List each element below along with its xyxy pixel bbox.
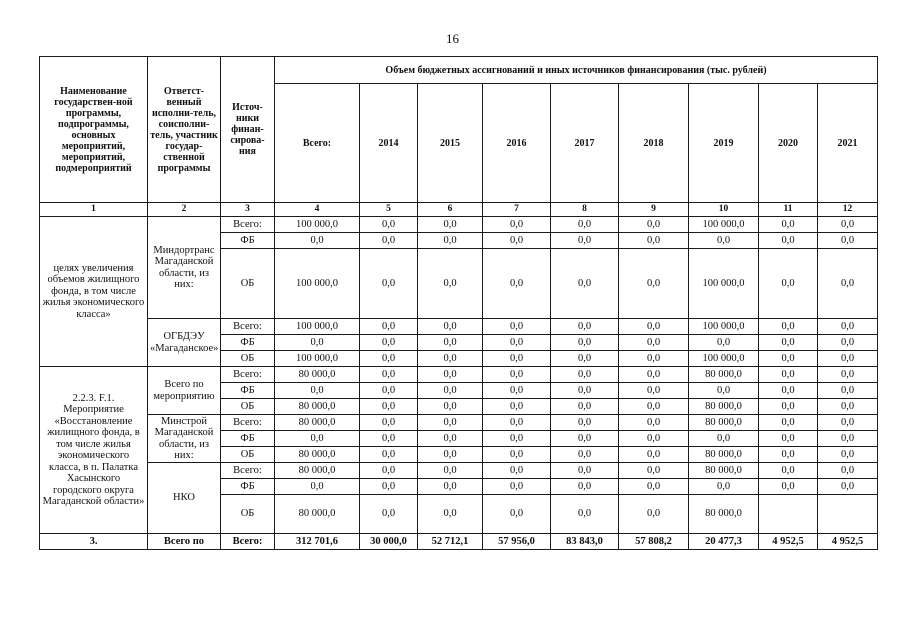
value-cell: 80 000,0 bbox=[275, 399, 360, 415]
responsible-cell: ОГБДЭУ «Магаданское» bbox=[148, 319, 221, 367]
responsible-cell: Миндортранс Магаданской области, из них: bbox=[148, 217, 221, 319]
value-cell bbox=[818, 495, 878, 534]
value-cell: 0,0 bbox=[483, 217, 551, 233]
source-cell: ФБ bbox=[221, 431, 275, 447]
value-cell: 0,0 bbox=[759, 447, 818, 463]
value-cell: 0,0 bbox=[551, 351, 619, 367]
value-cell: 0,0 bbox=[418, 399, 483, 415]
value-cell: 100 000,0 bbox=[275, 217, 360, 233]
value-cell: 80 000,0 bbox=[275, 367, 360, 383]
value-cell: 100 000,0 bbox=[689, 217, 759, 233]
value-cell: 0,0 bbox=[360, 233, 418, 249]
value-cell: 0,0 bbox=[360, 351, 418, 367]
value-cell: 0,0 bbox=[818, 233, 878, 249]
summary-value: 57 808,2 bbox=[619, 534, 689, 550]
value-cell: 80 000,0 bbox=[689, 495, 759, 534]
value-cell: 0,0 bbox=[689, 335, 759, 351]
column-number: 11 bbox=[759, 203, 818, 217]
table-row bbox=[40, 319, 878, 335]
value-cell: 0,0 bbox=[483, 249, 551, 319]
header-year: 2021 bbox=[818, 84, 878, 203]
value-cell: 0,0 bbox=[483, 383, 551, 399]
value-cell: 0,0 bbox=[759, 335, 818, 351]
value-cell: 0,0 bbox=[275, 479, 360, 495]
value-cell: 0,0 bbox=[619, 495, 689, 534]
value-cell: 0,0 bbox=[418, 495, 483, 534]
value-cell: 0,0 bbox=[360, 447, 418, 463]
column-number: 5 bbox=[360, 203, 418, 217]
value-cell: 0,0 bbox=[551, 217, 619, 233]
value-cell: 0,0 bbox=[619, 415, 689, 431]
column-number: 7 bbox=[483, 203, 551, 217]
value-cell: 0,0 bbox=[689, 383, 759, 399]
column-number: 8 bbox=[551, 203, 619, 217]
value-cell: 0,0 bbox=[759, 233, 818, 249]
table-row bbox=[40, 367, 878, 383]
column-number: 2 bbox=[148, 203, 221, 217]
column-number-row bbox=[40, 203, 878, 217]
value-cell: 0,0 bbox=[360, 463, 418, 479]
value-cell: 0,0 bbox=[551, 383, 619, 399]
value-cell: 0,0 bbox=[418, 447, 483, 463]
value-cell: 0,0 bbox=[619, 399, 689, 415]
value-cell: 0,0 bbox=[619, 463, 689, 479]
value-cell: 0,0 bbox=[360, 479, 418, 495]
page-number: 16 bbox=[446, 31, 459, 46]
value-cell: 0,0 bbox=[551, 463, 619, 479]
column-number: 9 bbox=[619, 203, 689, 217]
summary-value: 57 956,0 bbox=[483, 534, 551, 550]
value-cell: 0,0 bbox=[619, 479, 689, 495]
value-cell: 100 000,0 bbox=[689, 351, 759, 367]
value-cell: 0,0 bbox=[483, 351, 551, 367]
value-cell: 0,0 bbox=[360, 399, 418, 415]
table-row bbox=[40, 463, 878, 479]
summary-name: 3. bbox=[40, 534, 148, 550]
value-cell: 0,0 bbox=[483, 431, 551, 447]
value-cell: 0,0 bbox=[551, 495, 619, 534]
value-cell: 0,0 bbox=[759, 415, 818, 431]
summary-value: 30 000,0 bbox=[360, 534, 418, 550]
value-cell: 0,0 bbox=[619, 319, 689, 335]
value-cell: 80 000,0 bbox=[275, 495, 360, 534]
header-year: 2015 bbox=[418, 84, 483, 203]
value-cell: 0,0 bbox=[275, 335, 360, 351]
header-year: 2020 bbox=[759, 84, 818, 203]
value-cell: 100 000,0 bbox=[275, 249, 360, 319]
value-cell: 0,0 bbox=[759, 399, 818, 415]
value-cell: 0,0 bbox=[619, 335, 689, 351]
header-year: 2018 bbox=[619, 84, 689, 203]
table-row bbox=[40, 217, 878, 233]
header-source: Источ-ники финан-сирова-ния bbox=[221, 57, 275, 203]
value-cell: 0,0 bbox=[360, 431, 418, 447]
header-year: 2016 bbox=[483, 84, 551, 203]
value-cell: 0,0 bbox=[818, 319, 878, 335]
value-cell: 0,0 bbox=[483, 319, 551, 335]
value-cell: 0,0 bbox=[551, 335, 619, 351]
value-cell: 0,0 bbox=[818, 335, 878, 351]
summary-value: 312 701,6 bbox=[275, 534, 360, 550]
value-cell: 0,0 bbox=[418, 217, 483, 233]
value-cell: 0,0 bbox=[689, 431, 759, 447]
value-cell: 0,0 bbox=[619, 233, 689, 249]
value-cell: 0,0 bbox=[418, 463, 483, 479]
column-number: 4 bbox=[275, 203, 360, 217]
value-cell: 0,0 bbox=[418, 351, 483, 367]
value-cell: 0,0 bbox=[818, 431, 878, 447]
header-responsible: Ответст-венный исполни-тель, соисполни-тель, участник государ-ственной программы bbox=[148, 57, 221, 203]
value-cell: 0,0 bbox=[360, 415, 418, 431]
value-cell: 80 000,0 bbox=[275, 415, 360, 431]
header-volume: Объем бюджетных ассигнований и иных источников финансирования (тыс. рублей) bbox=[275, 57, 878, 84]
source-cell: ОБ bbox=[221, 447, 275, 463]
source-cell: Всего: bbox=[221, 415, 275, 431]
value-cell: 80 000,0 bbox=[275, 463, 360, 479]
value-cell: 0,0 bbox=[759, 463, 818, 479]
summary-value: 83 843,0 bbox=[551, 534, 619, 550]
column-number: 12 bbox=[818, 203, 878, 217]
value-cell: 0,0 bbox=[818, 351, 878, 367]
source-cell: ФБ bbox=[221, 335, 275, 351]
column-number: 1 bbox=[40, 203, 148, 217]
value-cell: 0,0 bbox=[619, 217, 689, 233]
value-cell: 0,0 bbox=[360, 367, 418, 383]
value-cell: 0,0 bbox=[483, 447, 551, 463]
value-cell: 0,0 bbox=[818, 463, 878, 479]
value-cell: 0,0 bbox=[818, 399, 878, 415]
value-cell: 0,0 bbox=[818, 367, 878, 383]
table-row bbox=[40, 415, 878, 431]
responsible-cell: НКО bbox=[148, 463, 221, 534]
value-cell: 0,0 bbox=[619, 447, 689, 463]
value-cell: 80 000,0 bbox=[689, 399, 759, 415]
value-cell: 0,0 bbox=[759, 431, 818, 447]
value-cell: 0,0 bbox=[619, 351, 689, 367]
value-cell: 0,0 bbox=[759, 351, 818, 367]
value-cell: 0,0 bbox=[551, 415, 619, 431]
value-cell: 0,0 bbox=[759, 383, 818, 399]
value-cell: 0,0 bbox=[619, 431, 689, 447]
value-cell: 0,0 bbox=[360, 249, 418, 319]
source-cell: ОБ bbox=[221, 249, 275, 319]
value-cell: 0,0 bbox=[818, 217, 878, 233]
column-number: 6 bbox=[418, 203, 483, 217]
value-cell: 100 000,0 bbox=[689, 249, 759, 319]
value-cell: 100 000,0 bbox=[275, 319, 360, 335]
header-year: 2014 bbox=[360, 84, 418, 203]
source-cell: Всего: bbox=[221, 367, 275, 383]
value-cell bbox=[759, 495, 818, 534]
source-cell: Всего: bbox=[221, 217, 275, 233]
summary-value: 4 952,5 bbox=[759, 534, 818, 550]
value-cell: 80 000,0 bbox=[689, 415, 759, 431]
summary-row bbox=[40, 534, 878, 550]
source-cell: Всего: bbox=[221, 463, 275, 479]
value-cell: 0,0 bbox=[418, 479, 483, 495]
value-cell: 0,0 bbox=[418, 249, 483, 319]
value-cell: 80 000,0 bbox=[689, 367, 759, 383]
header-year: 2017 bbox=[551, 84, 619, 203]
source-cell: Всего: bbox=[221, 319, 275, 335]
value-cell: 0,0 bbox=[619, 383, 689, 399]
source-cell: ФБ bbox=[221, 233, 275, 249]
value-cell: 0,0 bbox=[360, 383, 418, 399]
value-cell: 0,0 bbox=[483, 399, 551, 415]
value-cell: 0,0 bbox=[759, 479, 818, 495]
source-cell: ОБ bbox=[221, 351, 275, 367]
value-cell: 0,0 bbox=[551, 479, 619, 495]
value-cell: 0,0 bbox=[360, 335, 418, 351]
value-cell: 0,0 bbox=[483, 335, 551, 351]
value-cell: 0,0 bbox=[360, 217, 418, 233]
value-cell: 0,0 bbox=[689, 479, 759, 495]
value-cell: 0,0 bbox=[551, 367, 619, 383]
value-cell: 0,0 bbox=[818, 383, 878, 399]
header-total: Всего: bbox=[275, 84, 360, 203]
value-cell: 0,0 bbox=[551, 447, 619, 463]
value-cell: 0,0 bbox=[818, 415, 878, 431]
group-name: целях увеличения объемов жилищного фонда, в том числе жилья экономического класса» bbox=[40, 217, 148, 367]
value-cell: 0,0 bbox=[483, 415, 551, 431]
value-cell: 0,0 bbox=[551, 319, 619, 335]
value-cell: 0,0 bbox=[551, 399, 619, 415]
value-cell: 0,0 bbox=[418, 415, 483, 431]
column-number: 3 bbox=[221, 203, 275, 217]
value-cell: 0,0 bbox=[619, 367, 689, 383]
value-cell: 0,0 bbox=[275, 233, 360, 249]
summary-value: 4 952,5 bbox=[818, 534, 878, 550]
value-cell: 0,0 bbox=[818, 249, 878, 319]
source-cell: ОБ bbox=[221, 495, 275, 534]
value-cell: 0,0 bbox=[483, 479, 551, 495]
value-cell: 80 000,0 bbox=[689, 463, 759, 479]
group-name: 2.2.3. F.1. Мероприятие «Восстановление жилищного фонда, в том числе жилья экономического класса, в п. Палатка Хасынского городского округа Магаданской области» bbox=[40, 367, 148, 534]
responsible-cell: Минстрой Магаданской области, из них: bbox=[148, 415, 221, 463]
value-cell: 0,0 bbox=[418, 335, 483, 351]
value-cell: 0,0 bbox=[483, 463, 551, 479]
value-cell: 0,0 bbox=[551, 249, 619, 319]
header-year: 2019 bbox=[689, 84, 759, 203]
value-cell: 100 000,0 bbox=[275, 351, 360, 367]
value-cell: 0,0 bbox=[759, 249, 818, 319]
value-cell: 0,0 bbox=[551, 233, 619, 249]
value-cell: 0,0 bbox=[418, 367, 483, 383]
value-cell: 0,0 bbox=[418, 319, 483, 335]
source-cell: ФБ bbox=[221, 479, 275, 495]
value-cell: 0,0 bbox=[759, 217, 818, 233]
value-cell: 0,0 bbox=[418, 383, 483, 399]
value-cell: 0,0 bbox=[619, 249, 689, 319]
value-cell: 0,0 bbox=[483, 367, 551, 383]
value-cell: 0,0 bbox=[759, 319, 818, 335]
summary-value: 20 477,3 bbox=[689, 534, 759, 550]
source-cell: ФБ bbox=[221, 383, 275, 399]
column-number: 10 bbox=[689, 203, 759, 217]
value-cell: 80 000,0 bbox=[689, 447, 759, 463]
summary-responsible: Всего по bbox=[148, 534, 221, 550]
value-cell: 0,0 bbox=[275, 431, 360, 447]
value-cell: 0,0 bbox=[483, 233, 551, 249]
value-cell: 0,0 bbox=[689, 233, 759, 249]
summary-value: 52 712,1 bbox=[418, 534, 483, 550]
value-cell: 0,0 bbox=[360, 319, 418, 335]
value-cell: 0,0 bbox=[360, 495, 418, 534]
source-cell: ОБ bbox=[221, 399, 275, 415]
responsible-cell: Всего по мероприятию bbox=[148, 367, 221, 415]
value-cell: 0,0 bbox=[275, 383, 360, 399]
value-cell: 0,0 bbox=[483, 495, 551, 534]
header-name: Наименование государствен-ной программы, подпрограммы, основных мероприятий, мероприятий, подмероприятий bbox=[40, 57, 148, 203]
value-cell: 0,0 bbox=[759, 367, 818, 383]
value-cell: 0,0 bbox=[418, 431, 483, 447]
value-cell: 0,0 bbox=[418, 233, 483, 249]
value-cell: 0,0 bbox=[818, 447, 878, 463]
value-cell: 0,0 bbox=[818, 479, 878, 495]
budget-table bbox=[39, 56, 878, 550]
value-cell: 80 000,0 bbox=[275, 447, 360, 463]
value-cell: 0,0 bbox=[551, 431, 619, 447]
value-cell: 100 000,0 bbox=[689, 319, 759, 335]
summary-source: Всего: bbox=[221, 534, 275, 550]
